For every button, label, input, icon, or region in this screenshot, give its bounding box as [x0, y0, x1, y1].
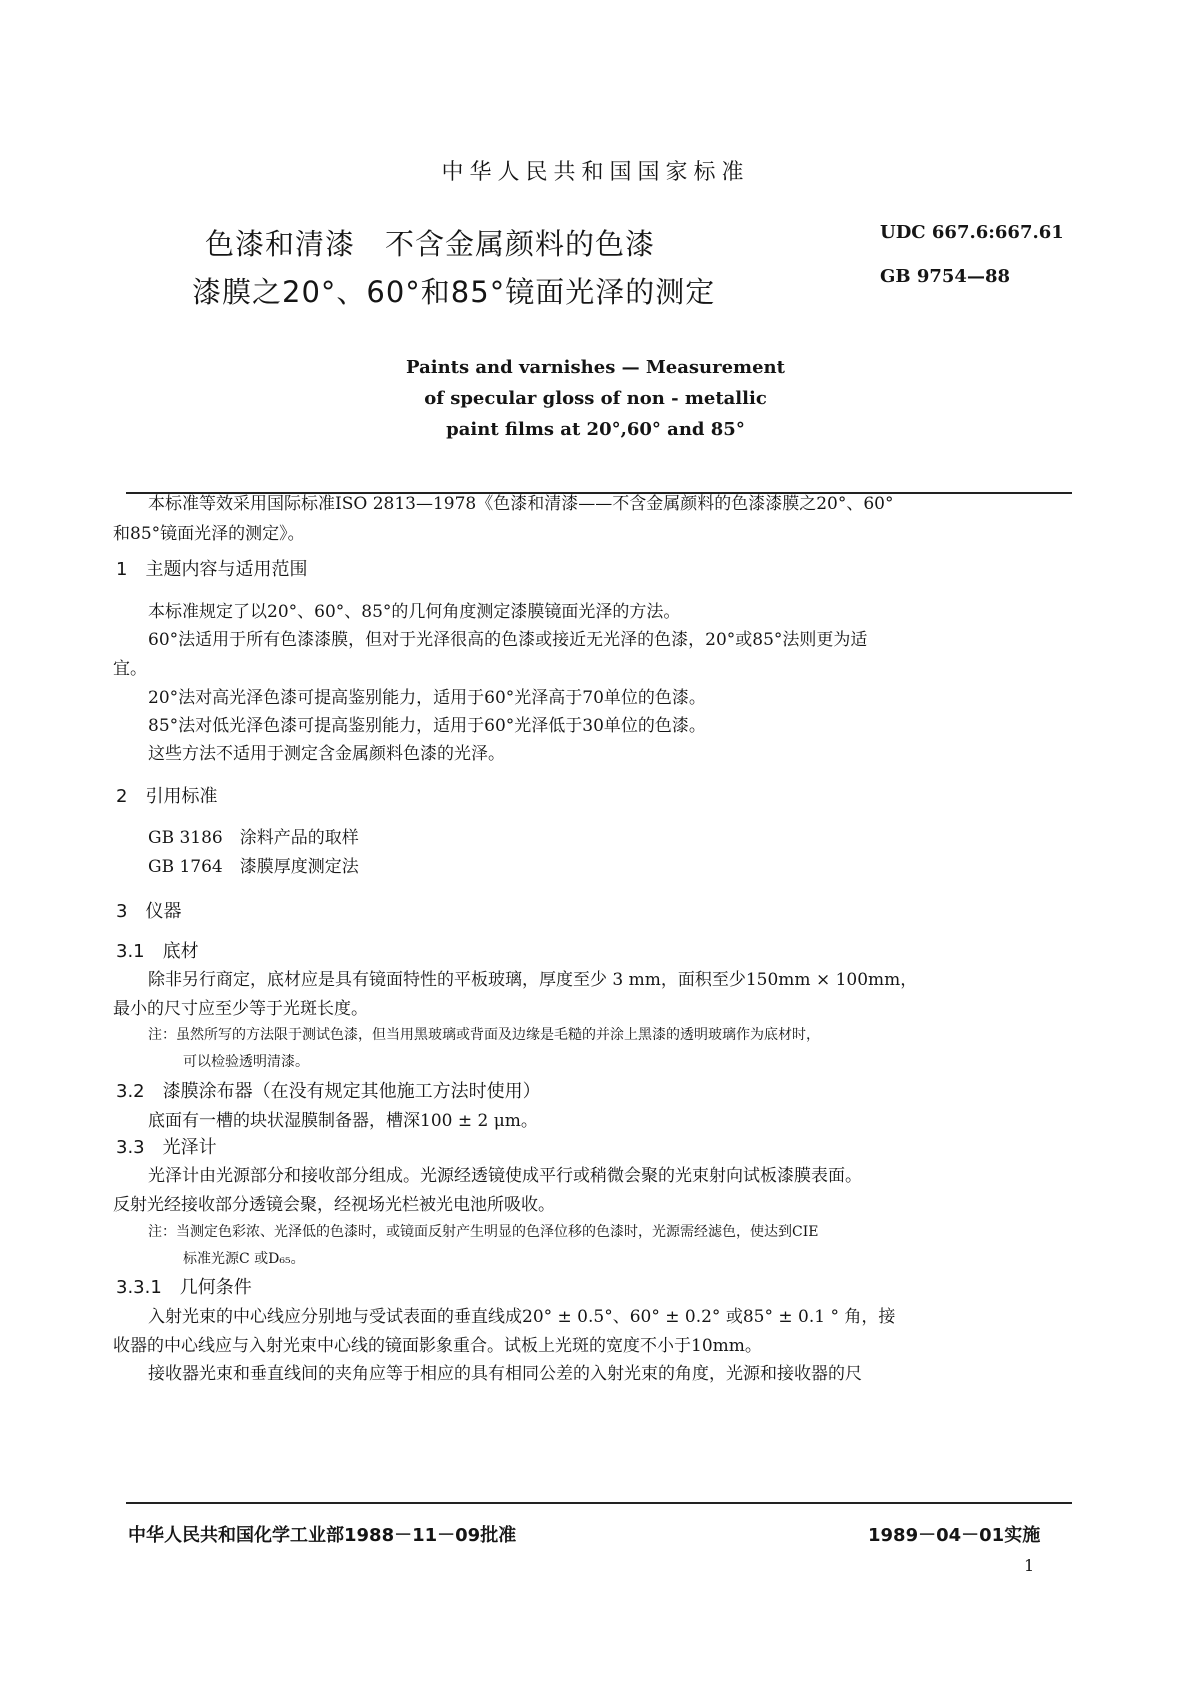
subsection-3-3-1-line: 入射光束的中心线应分别地与受试表面的垂直线成20° ± 0.5°、60° ± 0.2° 或85° ± 0.1 ° 角，接: [148, 1307, 896, 1327]
title-en-line: paint films at 20°,60° and 85°: [446, 419, 745, 440]
section-1-line: 20°法对高光泽色漆可提高鉴别能力，适用于60°光泽高于70单位的色漆。: [148, 688, 706, 708]
section-3-heading: 3 仪器: [116, 901, 182, 922]
title-en-line: Paints and varnishes — Measurement: [406, 357, 785, 378]
reference-standard: GB 3186 涂料产品的取样: [148, 828, 359, 848]
note-3-1: 注：虽然所写的方法限于测试色漆，但当用黑玻璃或背面及边缘是毛糙的并涂上黑漆的透明玻璃作为底材时，: [148, 1027, 820, 1043]
subsection-3-1-heading: 3.1 底材: [116, 941, 199, 962]
udc-code: UDC 667.6:667.61: [880, 222, 1064, 243]
issuing-body: 中华人民共和国国家标准: [441, 160, 750, 185]
title-cn-line-2: 漆膜之20°、60°和85°镜面光泽的测定: [192, 275, 716, 309]
intro-line: 和85°镜面光泽的测定》。: [113, 524, 305, 544]
note-3-1: 可以检验透明清漆。: [183, 1054, 309, 1070]
footer-divider: [126, 1502, 1072, 1504]
title-en-line: of specular gloss of non - metallic: [424, 388, 767, 409]
note-3-3: 标准光源C 或D₆₅。: [183, 1251, 305, 1267]
effective-date: 1989－04－01实施: [868, 1525, 1041, 1546]
subsection-3-3-line: 反射光经接收部分透镜会聚，经视场光栏被光电池所吸收。: [113, 1195, 555, 1215]
approval-date: 中华人民共和国化学工业部1988－11－09批准: [128, 1525, 517, 1546]
section-2-heading: 2 引用标准: [116, 786, 218, 807]
subsection-3-3-1-line: 收器的中心线应与入射光束中心线的镜面影象重合。试板上光斑的宽度不小于10mm。: [113, 1336, 762, 1356]
page-number: 1: [1024, 1556, 1035, 1575]
gb-number: GB 9754—88: [880, 266, 1010, 287]
section-1-line: 宜。: [113, 659, 147, 679]
section-1-line: 本标准规定了以20°、60°、85°的几何角度测定漆膜镜面光泽的方法。: [148, 602, 681, 622]
reference-standard: GB 1764 漆膜厚度测定法: [148, 857, 359, 877]
section-1-line: 这些方法不适用于测定含金属颜料色漆的光泽。: [148, 744, 505, 764]
subsection-3-2-line: 底面有一槽的块状湿膜制备器，槽深100 ± 2 μm。: [148, 1111, 538, 1131]
note-3-3: 注：当测定色彩浓、光泽低的色漆时，或镜面反射产生明显的色泽位移的色漆时，光源需经滤色，使达到CIE: [148, 1224, 819, 1240]
section-1-line: 85°法对低光泽色漆可提高鉴别能力，适用于60°光泽低于30单位的色漆。: [148, 716, 706, 736]
title-en: [0, 352, 1191, 445]
subsection-3-3-1-line: 接收器光束和垂直线间的夹角应等于相应的具有相同公差的入射光束的角度，光源和接收器的尺: [148, 1364, 862, 1384]
intro-line: 本标准等效采用国际标准ISO 2813—1978《色漆和清漆——不含金属颜料的色漆漆膜之20°、60°: [148, 494, 894, 514]
subsection-3-3-line: 光泽计由光源部分和接收部分组成。光源经透镜使成平行或稍微会聚的光束射向试板漆膜表面。: [148, 1166, 862, 1186]
subsection-3-1-line: 最小的尺寸应至少等于光斑长度。: [113, 999, 368, 1019]
subsection-3-1-line: 除非另行商定，底材应是具有镜面特性的平板玻璃，厚度至少 3 mm，面积至少150mm × 100mm，: [148, 970, 918, 990]
section-1-line: 60°法适用于所有色漆漆膜，但对于光泽很高的色漆或接近无光泽的色漆，20°或85°法则更为适: [148, 630, 868, 650]
section-1-heading: 1 主题内容与适用范围: [116, 559, 308, 580]
subsection-3-3-1-heading: 3.3.1 几何条件: [116, 1277, 252, 1298]
subsection-3-3-heading: 3.3 光泽计: [116, 1137, 217, 1158]
subsection-3-2-heading: 3.2 漆膜涂布器（在没有规定其他施工方法时使用）: [116, 1081, 541, 1102]
title-cn-line-1: 色漆和清漆 不含金属颜料的色漆: [205, 227, 656, 261]
